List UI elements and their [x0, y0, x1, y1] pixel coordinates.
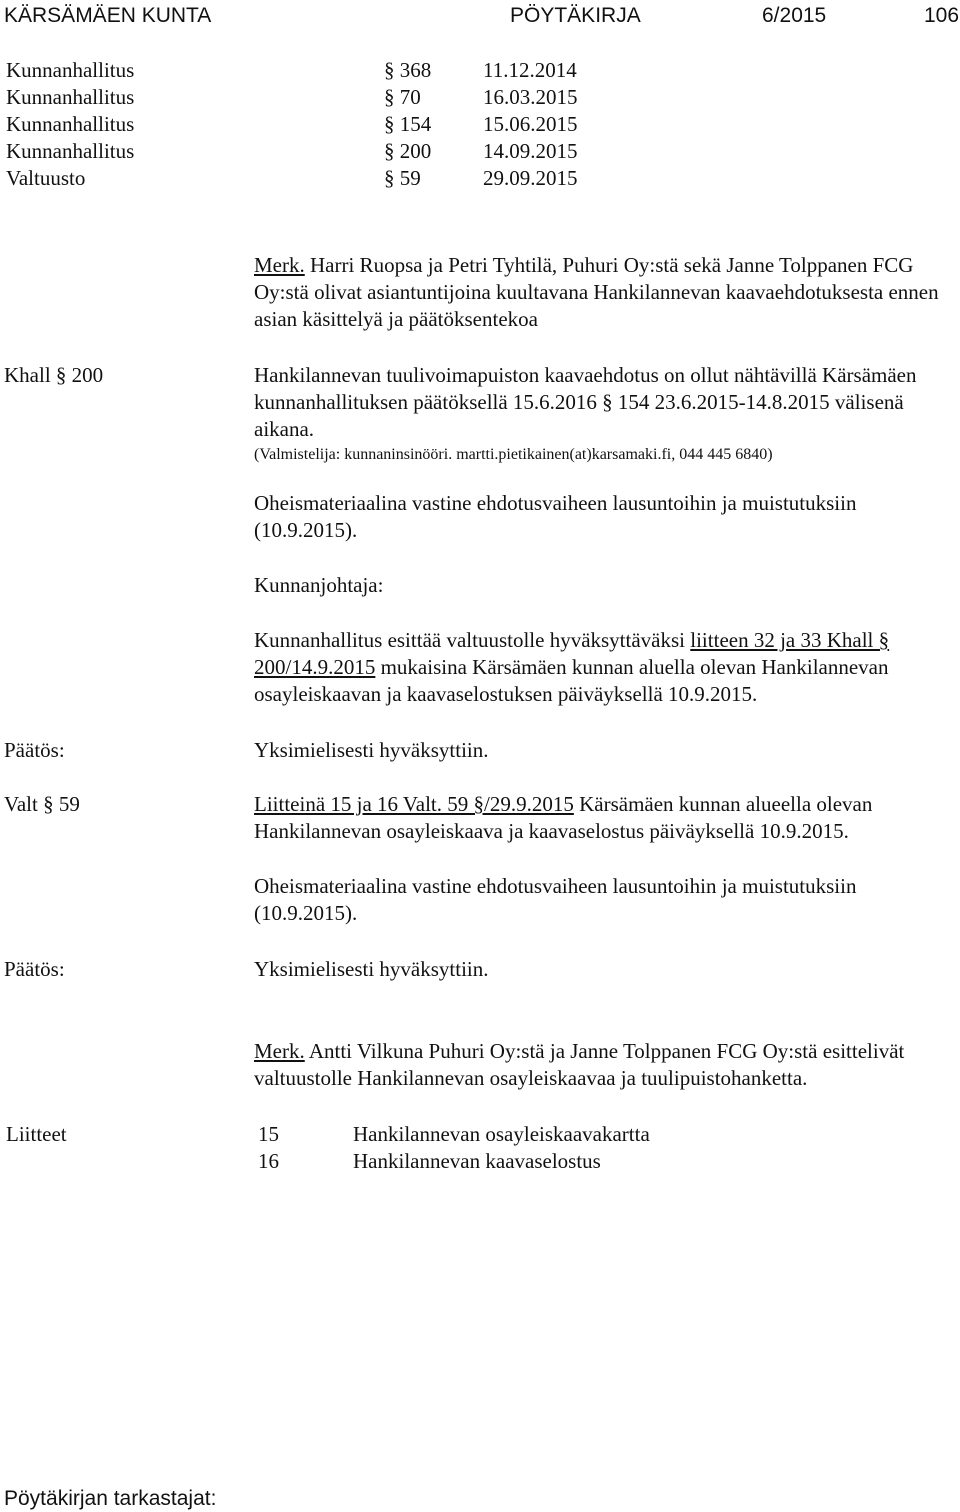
presentation-note — [254, 1038, 960, 1092]
history-section: § 200 — [384, 139, 432, 163]
doc-type: PÖYTÄKIRJA — [510, 4, 641, 27]
valt-link[interactable]: Liitteinä 15 ja 16 Valt. 59 §/29.9.2015 — [254, 792, 574, 816]
history-body: Kunnanhallitus — [6, 112, 135, 136]
proposal-text-end: mukaisina Kärsämäen kunnan aluella olevan Hankilannevan osayleiskaavan ja kaavaselostuksen päiväyksellä 10.9.2015. — [254, 655, 889, 706]
proposal-link[interactable]: liitteen 32 ja 33 Khall § 200/14.9.2015 — [254, 628, 890, 679]
attachment-title: Hankilannevan osayleiskaavakartta — [353, 1122, 650, 1146]
expert-note — [254, 252, 960, 333]
preparer-info: (Valmistelija: kunnaninsinööri. martti.pietikainen(at)karsamaki.fi, 044 445 6840) — [254, 446, 773, 463]
valt-decision-label: Päätös: — [4, 957, 65, 981]
page-number: 106 — [924, 4, 960, 27]
org-name: KÄRSÄMÄEN KUNTA — [4, 4, 212, 27]
history-date: 29.09.2015 — [483, 166, 578, 190]
khall-attachment-note: Oheismateriaalina vastine ehdotusvaiheen lausuntoihin ja muistutuksiin (10.9.2015). — [254, 491, 857, 542]
reviewers-label: Pöytäkirjan tarkastajat: — [4, 1487, 217, 1510]
history-section: § 154 — [384, 112, 432, 136]
valt-label: Valt § 59 — [4, 792, 80, 816]
valt-text-end: Kärsämäen kunnan alueella olevan Hankilannevan osayleiskaava ja kaavaselostus päiväyksellä 10.9.2015. — [254, 792, 873, 843]
history-date: 14.09.2015 — [483, 139, 578, 163]
attachments-label: Liitteet — [6, 1122, 67, 1146]
note-text: Harri Ruopsa ja Petri Tyhtilä, Puhuri Oy:stä sekä Janne Tolppanen FCG Oy:stä olivat asiantuntijoina kuultavana Hankilannevan kaavaehdotuksesta ennen asian käsittelyä ja päätöksentekoa — [254, 253, 939, 331]
khall-text — [254, 362, 960, 465]
history-date: 15.06.2015 — [483, 112, 578, 136]
history-body: Valtuusto — [6, 166, 86, 190]
valt-decision: Yksimielisesti hyväksyttiin. — [254, 957, 489, 981]
history-body: Kunnanhallitus — [6, 85, 135, 109]
history-date: 16.03.2015 — [483, 85, 578, 109]
doc-number: 6/2015 — [762, 4, 827, 27]
note-prefix: Merk. — [254, 253, 305, 277]
history-body: Kunnanhallitus — [6, 58, 135, 82]
valt-attachment-note: Oheismateriaalina vastine ehdotusvaiheen lausuntoihin ja muistutuksiin (10.9.2015). — [254, 874, 857, 925]
history-section: § 368 — [384, 58, 432, 82]
khall-decision-label: Päätös: — [4, 738, 65, 762]
proposal-text: Kunnanhallitus esittää valtuustolle hyväksyttäväksi — [254, 628, 691, 652]
khall-label: Khall § 200 — [4, 363, 104, 387]
note-prefix: Merk. — [254, 1039, 305, 1063]
khall-proposal — [254, 627, 960, 708]
history-section: § 59 — [384, 166, 421, 190]
attachment-number: 15 — [258, 1122, 279, 1146]
note-text: Antti Vilkuna Puhuri Oy:stä ja Janne Tolppanen FCG Oy:stä esittelivät valtuustolle Hankilannevan osayleiskaavaa ja tuulipuistohanketta. — [254, 1039, 905, 1090]
khall-description: Hankilannevan tuulivoimapuiston kaavaehdotus on ollut nähtävillä Kärsämäen kunnanhallituksen päätöksellä 15.6.2016 § 154 23.6.2015-14.8.2015 välisenä aikana. — [254, 363, 917, 441]
proposer-label: Kunnanjohtaja: — [254, 573, 384, 597]
history-date: 11.12.2014 — [483, 58, 577, 82]
history-section: § 70 — [384, 85, 421, 109]
attachment-number: 16 — [258, 1149, 279, 1173]
valt-text — [254, 791, 960, 845]
khall-decision: Yksimielisesti hyväksyttiin. — [254, 738, 489, 762]
attachment-title: Hankilannevan kaavaselostus — [353, 1149, 601, 1173]
history-body: Kunnanhallitus — [6, 139, 135, 163]
